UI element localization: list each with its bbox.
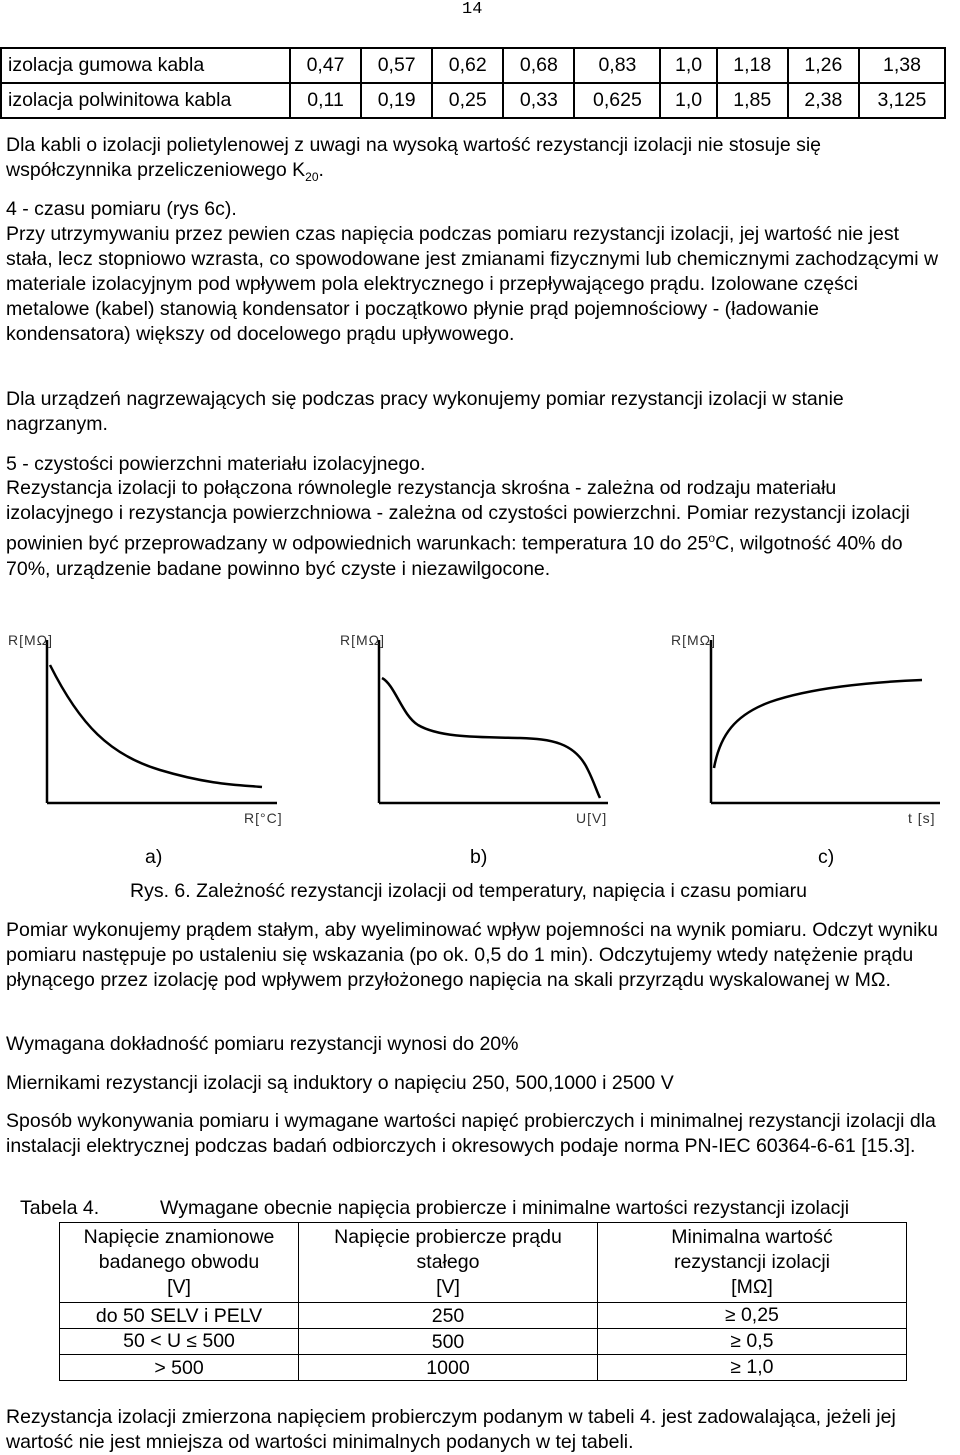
test-voltage-table	[59, 1222, 907, 1381]
header-line: Minimalna wartość	[671, 1226, 833, 1248]
page-number: 14	[462, 0, 483, 19]
panel-c-xlabel: t [s]	[908, 810, 936, 826]
curve-temperature	[50, 665, 262, 787]
header-line: [V]	[167, 1276, 191, 1298]
paragraph-heated-devices: Dla urządzeń nagrzewających się podczas pracy wykonujemy pomiar rezystancji izolacji w stanie nagrzanym.	[6, 388, 844, 435]
column-header-test-voltage	[299, 1223, 598, 1303]
panel-c-ylabel: R[MΩ]	[671, 632, 717, 648]
row-label: izolacja gumowa kabla	[1, 48, 290, 83]
table-row	[1, 48, 945, 83]
header-line: Napięcie znamionowe	[83, 1226, 275, 1248]
table-cell: 0,19	[361, 83, 432, 118]
panel-b-xlabel: U[V]	[576, 810, 608, 826]
table-cell: 0,83	[574, 48, 660, 83]
paragraph-dc-measurement: Pomiar wykonujemy prądem stałym, aby wyeliminować wpływ pojemności na wynik pomiaru. Odczyt wyniku pomiaru następuje po ustaleniu się wskazania (po ok. 0,5 do 1 min). Odczytujemy wtedy natężenie prądu płynącego przez izolację pod wpływem przyłożonego napięcia na skali przyrządu wyskalowanej w MΩ.	[6, 919, 938, 991]
table-cell: 0,625	[574, 83, 660, 118]
table-cell: 1,18	[717, 48, 788, 83]
table-cell	[598, 1329, 907, 1355]
header-line: rezystancji izolacji	[673, 1251, 831, 1273]
table-cell: 0,47	[290, 48, 361, 83]
table-cell	[598, 1355, 907, 1381]
ge-symbol: ≥	[730, 1331, 741, 1352]
table-header-row	[60, 1223, 907, 1303]
panel-b-tag: b)	[470, 846, 488, 868]
ge-symbol: ≥	[730, 1357, 741, 1378]
table-cell: 0,62	[432, 48, 503, 83]
coefficient-table	[0, 47, 946, 119]
table-row	[60, 1329, 907, 1355]
panel-b	[379, 640, 608, 803]
header-line: badanego obwodu	[98, 1251, 260, 1273]
figure-caption: Rys. 6. Zależność rezystancji izolacji od temperatury, napięcia i czasu pomiaru	[130, 880, 808, 902]
cell-value: 0,5	[746, 1330, 774, 1352]
panel-a	[47, 640, 277, 803]
table-row	[60, 1355, 907, 1381]
header-line: Napięcie probiercze prądu	[334, 1226, 562, 1248]
column-header-min-resistance	[598, 1223, 907, 1303]
table-cell: 50 < U ≤ 500	[60, 1329, 299, 1355]
heading-surface-cleanliness: 5 - czystości powierzchni materiału izolacyjnego.	[6, 453, 426, 475]
table-cell: 0,57	[361, 48, 432, 83]
table4-label: Tabela 4.	[20, 1197, 100, 1219]
paragraph-conclusion: Rezystancja izolacji zmierzona napięciem probierczym podanym w tabeli 4. jest zadowalająca, jeżeli jej wartość nie jest mniejsza od wartości minimalnych podanych w tej tabeli.	[6, 1406, 896, 1453]
panel-a-xlabel: R[°C]	[244, 810, 283, 826]
table-cell: 2,38	[788, 83, 859, 118]
table-cell: 1,85	[717, 83, 788, 118]
table-cell: 250	[299, 1303, 598, 1329]
table-cell: > 500	[60, 1355, 299, 1381]
curve-time	[714, 680, 922, 768]
figure-rys6	[0, 620, 960, 860]
table-cell: 1,0	[660, 48, 716, 83]
table-cell	[598, 1303, 907, 1329]
table-cell: 1000	[299, 1355, 598, 1381]
table-cell: 1,38	[859, 48, 945, 83]
table-row	[1, 83, 945, 118]
panel-a-tag: a)	[145, 846, 163, 868]
cell-value: 0,25	[740, 1304, 779, 1326]
panel-c	[711, 640, 940, 803]
curve-voltage	[382, 678, 600, 798]
paragraph-standard: Sposób wykonywania pomiaru i wymagane wartości napięć probierczych i minimalnej rezystancji izolacji dla instalacji elektrycznej podczas badań odbiorczych i okresowych podaje norma PN-IEC 60364-6-61 [15.3].	[6, 1110, 936, 1157]
column-header-nominal-voltage	[60, 1223, 299, 1303]
table-cell: 0,25	[432, 83, 503, 118]
paragraph-measurement-time: Przy utrzymywaniu przez pewien czas napięcia podczas pomiaru rezystancji izolacji, jej wartość nie jest stała, lecz stopniowo wzrasta, co spowodowane jest zmianami fizycznymi lub chemicznymi zachodzącymi w materiale izolacyjnym pod wpływem pola elektrycznego i przepływającego prądu. Izolowane części metalowe (kabel) stanowią kondensator i początkowo płynie prąd pojemnościowy - (ładowanie kondensatora) większy od docelowego prądu upływowego.	[6, 223, 939, 345]
ge-symbol: ≥	[725, 1305, 736, 1326]
paragraph-polyethylene: Dla kabli o izolacji polietylenowej z uwagi na wysoką wartość rezystancji izolacji nie stosuje się współczynnika przeliczeniowego $K_{20}$.	[6, 134, 822, 184]
table-cell: 0,68	[503, 48, 574, 83]
row-label: izolacja polwinitowa kabla	[1, 83, 290, 118]
table-cell: 500	[299, 1329, 598, 1355]
table-cell: 0,11	[290, 83, 361, 118]
heading-measurement-time: 4 - czasu pomiaru (rys 6c).	[6, 198, 237, 220]
paragraph-accuracy: Wymagana dokładność pomiaru rezystancji wynosi do 20%	[6, 1033, 519, 1055]
table-cell: 3,125	[859, 83, 945, 118]
header-line: stałego	[416, 1251, 480, 1273]
table4-title: Wymagane obecnie napięcia probiercze i minimalne wartości rezystancji izolacji	[160, 1197, 850, 1219]
table-cell: 0,33	[503, 83, 574, 118]
table-cell: 1,26	[788, 48, 859, 83]
table-cell: 1,0	[660, 83, 716, 118]
cell-value: 1,0	[746, 1356, 774, 1378]
panel-a-ylabel: R[MΩ]	[8, 632, 54, 648]
table-row	[60, 1303, 907, 1329]
panel-c-tag: c)	[818, 846, 835, 868]
paragraph-resistance-conditions: Rezystancja izolacji to połączona równolegle rezystancja skrośna - zależna od rodzaju materiału izolacyjnego i rezystancja powierzchniowa - zależna od czystości powierzchni. Pomiar rezystancji izolacji powinien być przeprowadzany w odpowiednich warunkach: temperatura 10 do 25$^o$C, wilgotność 40% do 70%, urządzenie badane powinno być czyste i niezawilgocone.	[6, 477, 910, 580]
header-line: [V]	[436, 1276, 460, 1298]
header-line: [MΩ]	[731, 1276, 773, 1298]
paragraph-meters: Miernikami rezystancji izolacji są induktory o napięciu 250, 500,1000 i 2500 V	[6, 1072, 674, 1094]
le-symbol: ≤	[186, 1331, 197, 1352]
panel-b-ylabel: R[MΩ]	[340, 632, 386, 648]
table-cell: do 50 SELV i PELV	[60, 1303, 299, 1329]
